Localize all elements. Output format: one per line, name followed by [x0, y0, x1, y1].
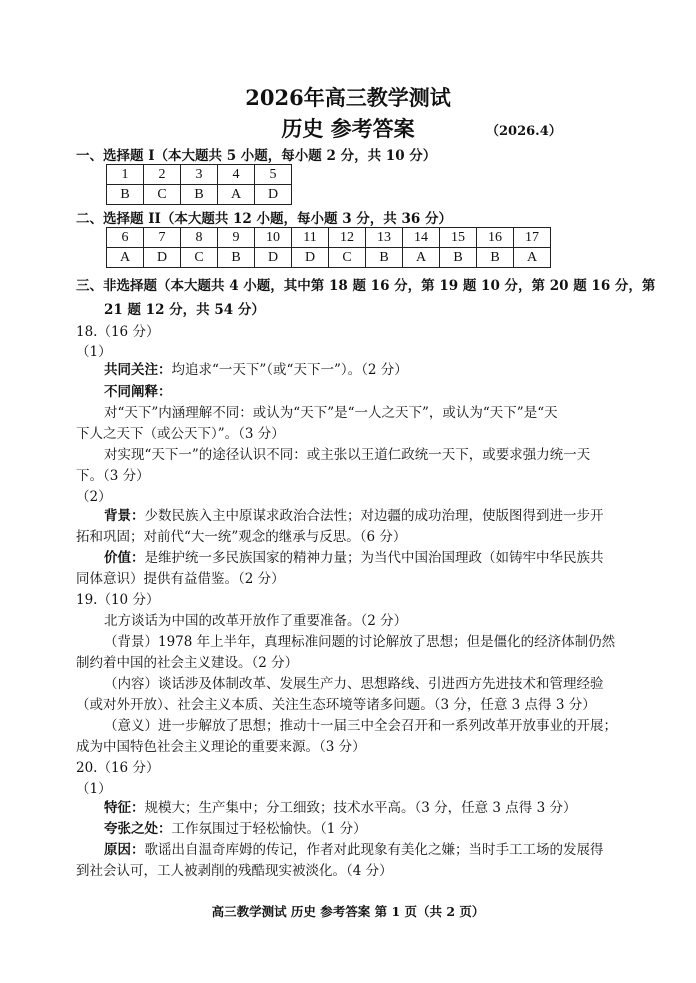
page-footer: 高三教学测试 历史 参考答案 第 1 页（共 2 页） [211, 904, 485, 919]
section2-number-cell-9: 14 [403, 228, 440, 248]
q18-bg-label: 背景： [104, 508, 145, 524]
q19-meaning-line1: （意义）进一步解放了思想；推动十一届三中全会召开和一系列改革开放事业的开展； [104, 718, 617, 734]
q18-bg-line2: 拓和巩固；对前代“大一统”观念的继承与反思。（6 分） [76, 529, 407, 545]
section1-answer-cell-4: A [218, 185, 255, 205]
q20-exag [104, 817, 367, 837]
q18-bg-line1 [104, 504, 604, 524]
q20-feature-text: 规模大；生产集中；分工细致；技术水平高。（3 分，任意 3 点得 3 分） [144, 800, 577, 816]
section2-answer-cell-6: D [292, 248, 329, 268]
section2-answer-cell-12: A [514, 248, 551, 268]
section2-number-cell-4: 9 [218, 228, 255, 248]
q18-diff1-line1: 对“天下”内涵理解不同：或认为“天下”是“一人之天下”，或认为“天下”是“天 [104, 405, 558, 421]
section1-number-cell-2: 2 [144, 165, 181, 185]
q20-reason-line2: 到社会认可，工人被剥削的残酷现实被淡化。（4 分） [76, 863, 393, 879]
page-subtitle: 历史 参考答案 [281, 116, 415, 141]
q20-reason-line1 [104, 838, 604, 858]
q19-bg-line1: （背景）1978 年上半年，真理标准问题的讨论解放了思想；但是僵化的经济体制仍然 [104, 634, 616, 650]
q20-exag-label: 夸张之处： [104, 821, 172, 837]
section2-number-cell-6: 11 [292, 228, 329, 248]
section2-answer-cell-1: A [107, 248, 144, 268]
q19-content-line1: （内容）谈话涉及体制改革、发展生产力、思想路线、引进西方先进技术和管理经验 [104, 676, 604, 692]
q19-label: 19.（10 分） [76, 592, 160, 608]
section3-heading-cont: 21 题 12 分，共 54 分） [104, 302, 265, 318]
q18-bg-text: 少数民族入主中原谋求政治合法性；对边疆的成功治理，使版图得到进一步开 [144, 508, 604, 524]
section1-answer-table [106, 164, 292, 205]
q18-diff-label: 不同阐释： [104, 384, 172, 400]
q19-line1: 北方谈话为中国的改革开放作了重要准备。（2 分） [104, 613, 408, 629]
section1-answer-cell-3: B [181, 185, 218, 205]
page-title: 2026年高三教学测试 [245, 85, 451, 110]
section1-number-cell-4: 4 [218, 165, 255, 185]
q18-part1: （1） [76, 344, 112, 360]
section3-heading: 三、非选择题（本大题共 4 小题，其中第 18 题 16 分，第 19 题 10 分，第 20 题 16 分，第 [76, 278, 656, 294]
exam-date: （2026.4） [486, 124, 562, 139]
section2-number-cell-10: 15 [440, 228, 477, 248]
section2-number-cell-8: 13 [366, 228, 403, 248]
section2-number-cell-1: 6 [107, 228, 144, 248]
q18-diff1-line2: 下人之天下（或公天下）”。（3 分） [76, 426, 285, 442]
section2-answer-cell-4: B [218, 248, 255, 268]
section2-answer-cell-10: B [440, 248, 477, 268]
section1-answer-cell-1: B [107, 185, 144, 205]
section2-answer-cell-2: D [144, 248, 181, 268]
q20-reason-label: 原因： [104, 842, 145, 858]
section1-answer-cell-2: C [144, 185, 181, 205]
q18-common-label: 共同关注： [104, 362, 172, 378]
q20-reason-text: 歌谣出自温奇库姆的传记，作者对此现象有美化之嫌；当时手工工场的发展得 [144, 842, 604, 858]
q18-value-line2: 同体意识）提供有益借鉴。（2 分） [76, 571, 285, 587]
section1-heading: 一、选择题 I（本大题共 5 小题，每小题 2 分，共 10 分） [76, 148, 437, 164]
section2-number-cell-12: 17 [514, 228, 551, 248]
section1-number-cell-3: 3 [181, 165, 218, 185]
section2-number-cell-5: 10 [255, 228, 292, 248]
section2-answer-cell-7: C [329, 248, 366, 268]
q18-common-text: 均追求“一天下”（或“天下一”）。（2 分） [171, 362, 408, 378]
q20-feature-label: 特征： [104, 800, 145, 816]
q20-label: 20.（16 分） [76, 760, 160, 776]
section1-number-cell-5: 5 [255, 165, 292, 185]
section2-answer-table [106, 227, 551, 268]
q18-part2: （2） [76, 489, 112, 505]
section2-number-cell-2: 7 [144, 228, 181, 248]
q20-exag-text: 工作氛围过于轻松愉快。（1 分） [171, 821, 367, 837]
q18-value-line1 [104, 546, 604, 566]
section2-answer-cell-5: D [255, 248, 292, 268]
section1-number-cell-1: 1 [107, 165, 144, 185]
q18-common [104, 358, 408, 378]
q20-feature [104, 796, 576, 816]
q19-bg-line2: 制约着中国的社会主义建设。（2 分） [76, 655, 299, 671]
q18-value-text: 是维护统一多民族国家的精神力量；为当代中国治国理政（如铸牢中华民族共 [144, 550, 604, 566]
section2-number-cell-3: 8 [181, 228, 218, 248]
section2-answer-cell-3: C [181, 248, 218, 268]
section2-heading: 二、选择题 II（本大题共 12 小题，每小题 3 分，共 36 分） [76, 211, 452, 227]
section2-answer-cell-11: B [477, 248, 514, 268]
section2-answer-cell-9: A [403, 248, 440, 268]
q18-diff2-line1: 对实现“天下一”的途径认识不同：或主张以王道仁政统一天下，或要求强力统一天 [104, 447, 591, 463]
section2-number-cell-11: 16 [477, 228, 514, 248]
q19-meaning-line2: 成为中国特色社会主义理论的重要来源。（3 分） [76, 739, 366, 755]
q18-label: 18.（16 分） [76, 324, 160, 340]
section2-number-cell-7: 12 [329, 228, 366, 248]
q19-content-line2: （或对外开放）、社会主义本质、关注生态环境等诸多问题。（3 分，任意 3 点得 3 分） [76, 697, 596, 713]
q18-diff2-line2: 下。（3 分） [76, 468, 150, 484]
section2-answer-cell-8: B [366, 248, 403, 268]
section1-answer-cell-5: D [255, 185, 292, 205]
q18-value-label: 价值： [104, 550, 145, 566]
q20-part1: （1） [76, 781, 112, 797]
